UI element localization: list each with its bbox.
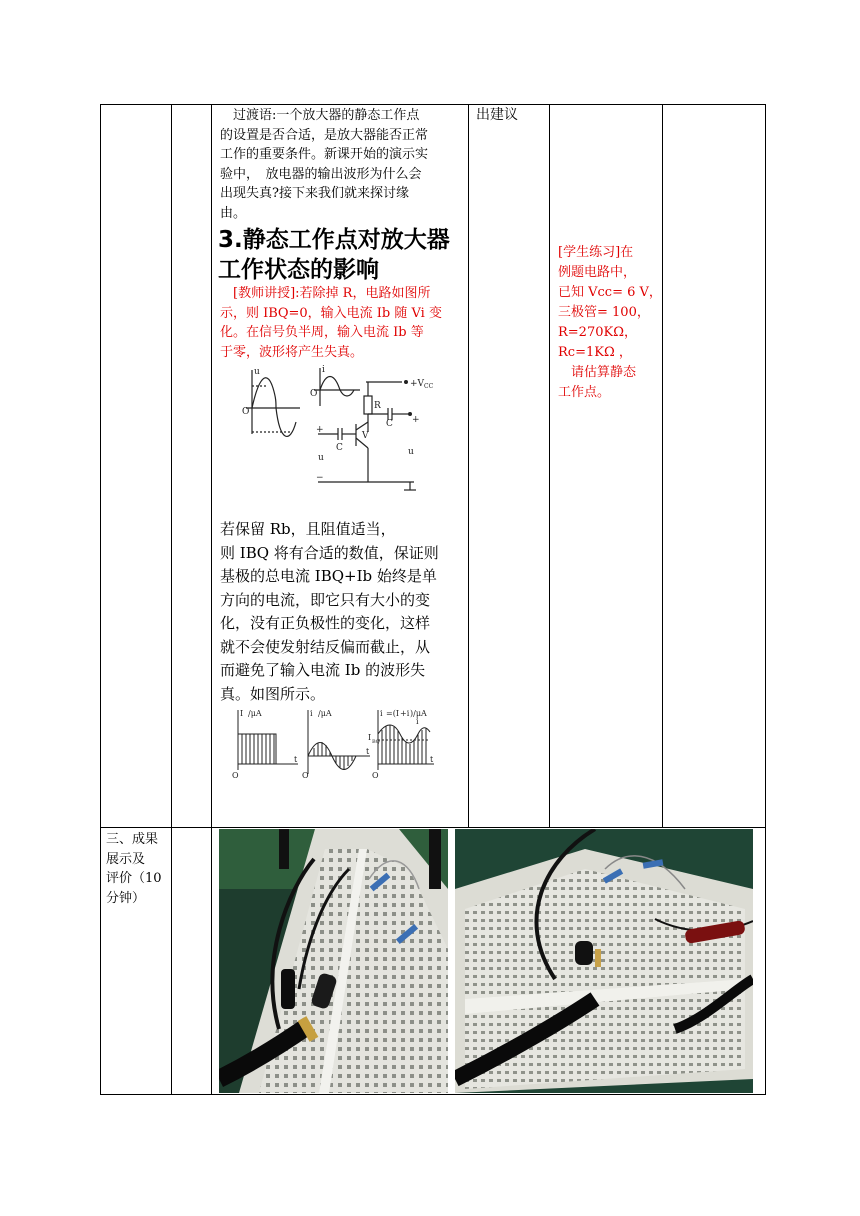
g3-ib: i bbox=[416, 717, 419, 726]
vcc-label: +V bbox=[410, 379, 425, 389]
input-label: u bbox=[318, 453, 324, 463]
section-heading: 工作状态的影响 bbox=[218, 257, 379, 283]
waveform-figure bbox=[230, 704, 436, 782]
transition-line: 验中， 放电器的输出波形为什么会 bbox=[220, 166, 422, 182]
table-col-divider bbox=[468, 104, 469, 828]
output-label: u bbox=[408, 447, 414, 457]
ib-label: i bbox=[322, 365, 325, 375]
transition-line: 由。 bbox=[220, 205, 247, 221]
keep-line: 就不会使发射结反偏而截止，从 bbox=[220, 637, 431, 656]
results-label-line: 分钟） bbox=[106, 890, 146, 906]
g3-t: t bbox=[430, 755, 434, 764]
g3-origin: O bbox=[372, 771, 379, 780]
results-label-line: 展示及 bbox=[106, 851, 146, 867]
g3-unit3: )/μA bbox=[410, 709, 427, 718]
input-plus: + bbox=[316, 425, 324, 435]
exercise-line: R=270KΩ， bbox=[558, 325, 637, 340]
suggestion-text: 出建议 bbox=[476, 107, 518, 123]
input-minus: − bbox=[316, 473, 324, 483]
keep-line: 而避免了输入电流 Ib 的波形失 bbox=[220, 661, 426, 679]
ui-origin: O bbox=[242, 407, 250, 417]
g3-unit2: +i bbox=[400, 709, 410, 718]
transition-line: 工作的重要条件。新课开始的演示实 bbox=[220, 147, 429, 162]
g1-label: I bbox=[240, 709, 244, 718]
transition-line: 过渡语:一个放大器的静态工作点 bbox=[220, 108, 420, 123]
transistor-collector bbox=[356, 422, 368, 430]
circuit-diagram bbox=[228, 362, 434, 496]
keep-line: 则 IBQ 将有合适的数值，保证则 bbox=[220, 543, 439, 562]
keep-line: 方向的电流，即它只有大小的变 bbox=[220, 590, 431, 609]
table-col-divider bbox=[211, 104, 212, 1095]
table-left-border bbox=[100, 104, 101, 1095]
c1-label: C bbox=[336, 443, 343, 453]
table-row-divider bbox=[100, 827, 765, 828]
keep-line: 真。如图所示。 bbox=[220, 684, 326, 703]
exercise-line: 请估算静态 bbox=[558, 365, 637, 380]
g2-t: t bbox=[366, 747, 370, 756]
keep-line: 基极的总电流 IBQ+Ib 始终是单 bbox=[220, 567, 437, 585]
table-top-border bbox=[100, 104, 765, 105]
ib-origin: O bbox=[310, 389, 318, 399]
transistor-label: V bbox=[362, 431, 369, 441]
exercise-line: Rc=1KΩ ， bbox=[558, 345, 632, 360]
g1-t: t bbox=[294, 755, 298, 764]
g3-label: i bbox=[380, 709, 383, 718]
results-label-line: 评价（10 bbox=[106, 871, 162, 886]
teacher-line: 示，则 IBQ=0，输入电流 Ib 随 Vi 变 bbox=[220, 305, 442, 321]
table-col-divider bbox=[549, 104, 550, 828]
results-label-line: 三、成果 bbox=[106, 832, 159, 847]
table-right-border bbox=[765, 104, 766, 1095]
c2-label: C bbox=[386, 419, 393, 429]
breadboard-photo-1 bbox=[219, 829, 448, 1093]
exercise-line: 工作点。 bbox=[558, 385, 611, 400]
teacher-line: 于零，波形将产生失真。 bbox=[220, 344, 364, 360]
transition-line: 的设置是否合适，是放大器能否正常 bbox=[220, 127, 429, 143]
section-heading: 3.静态工作点对放大器 bbox=[218, 227, 450, 253]
ib-waveform bbox=[320, 377, 354, 397]
output-plus: + bbox=[412, 415, 420, 425]
g2-unit: /μA bbox=[318, 709, 332, 718]
g2-label: i bbox=[310, 709, 313, 718]
transition-line: 出现失真?接下来我们就来探讨缘 bbox=[220, 186, 409, 201]
ui-label: u bbox=[254, 367, 260, 377]
g1-origin: O bbox=[232, 771, 239, 780]
vcc-terminal bbox=[404, 380, 408, 384]
breadboard-photo-2 bbox=[455, 829, 753, 1093]
ui-waveform bbox=[252, 378, 296, 437]
g1-unit: /μA bbox=[248, 709, 262, 718]
g3-ibq-sub: BQ bbox=[372, 739, 380, 745]
g3-ibq: I bbox=[368, 733, 372, 742]
table-col-divider bbox=[171, 104, 172, 1095]
g2-origin: O bbox=[302, 771, 309, 780]
vcc-sub: CC bbox=[424, 383, 434, 390]
exercise-line: [学生练习]在 bbox=[558, 245, 634, 260]
table-bottom-border bbox=[100, 1094, 765, 1095]
exercise-line: 已知 Vcc= 6 V， bbox=[558, 285, 662, 300]
rc-label: R bbox=[374, 401, 381, 411]
teacher-line: 化。在信号负半周，输入电流 Ib 等 bbox=[220, 325, 424, 340]
keep-line: 若保留 Rb，且阻值适当， bbox=[220, 520, 396, 538]
exercise-line: 例题电路中， bbox=[558, 265, 637, 280]
keep-line: 化，没有正负极性的变化，这样 bbox=[220, 614, 431, 632]
exercise-line: 三极管= 100， bbox=[558, 305, 650, 320]
rc-resistor bbox=[364, 396, 372, 414]
teacher-line: [教师讲授]:若除掉 R，电路如图所 bbox=[220, 286, 431, 301]
table-col-divider bbox=[662, 104, 663, 828]
g3-unit: =(I bbox=[386, 709, 399, 718]
g1-hatch bbox=[242, 734, 274, 764]
